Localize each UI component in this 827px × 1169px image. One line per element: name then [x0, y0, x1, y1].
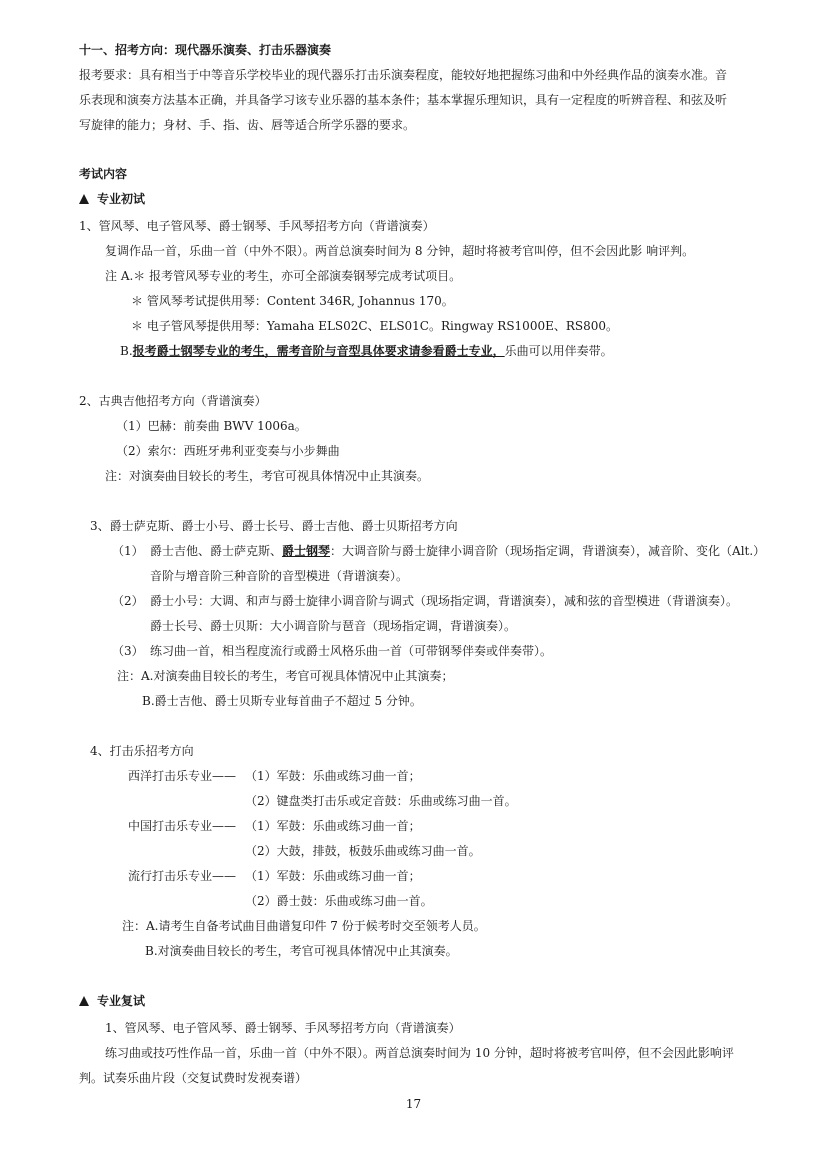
- exam-content-title: 考试内容: [79, 167, 128, 181]
- prelim-s3-item2-num: （2）: [112, 594, 144, 608]
- prelim-s3-item2b: 爵士长号、爵士贝斯：大小调音阶与琶音（现场指定调，背谱演奏）。: [150, 619, 517, 633]
- prelim-s2-item: （1）巴赫：前奏曲 BWV 1006a。: [116, 419, 307, 433]
- prelim-s1-note-a: 注 A.＊ 报考管风琴专业的考生，亦可全部演奏钢琴完成考试项目。: [105, 269, 462, 283]
- prelim-heading: [79, 191, 145, 207]
- note-b-emphasis: 报考爵士钢琴专业的考生，需考音阶与音型具体要求请参看爵士专业，: [132, 344, 505, 358]
- western-percussion-item: （2）键盘类打击乐或定音鼓：乐曲或练习曲一首。: [245, 794, 517, 808]
- retest-heading: [79, 993, 145, 1009]
- prelim-s4-note-a: 注：A.请考生自备考试曲目曲谱复印件 7 份于候考时交至领考人员。: [122, 919, 486, 933]
- prelim-title: 专业初试: [97, 192, 146, 206]
- prelim-s2-item: （2）索尔：西班牙弗利亚变奏与小步舞曲: [116, 444, 340, 458]
- pop-percussion-item: （2）爵士鼓：乐曲或练习曲一首。: [245, 894, 433, 908]
- retest-line: 判。试奏乐曲片段（交复试费时发视奏谱）: [79, 1071, 308, 1085]
- chinese-percussion-label: 中国打击乐专业——: [128, 819, 237, 833]
- pop-percussion-item: （1）军鼓：乐曲或练习曲一首；: [245, 869, 421, 883]
- item1-text-b: ：大调音阶与爵士旋律小调音阶（现场指定调，背谱演奏），减音阶、变化（Alt.）: [330, 544, 766, 558]
- note-b-rest: 乐曲可以用伴奏带。: [504, 344, 613, 358]
- prelim-s1-title: 1、管风琴、电子管风琴、爵士钢琴、手风琴招考方向（背谱演奏）: [79, 219, 435, 233]
- retest-title: 专业复试: [97, 994, 146, 1008]
- prelim-s3-title: 3、爵士萨克斯、爵士小号、爵士长号、爵士吉他、爵士贝斯招考方向: [90, 519, 458, 533]
- prelim-s1-star2: ＊ 电子管风琴提供用琴：Yamaha ELS02C、ELS01C。Ringway RS1000E、RS800。: [131, 319, 619, 333]
- requirement-line: 写旋律的能力；身材、手、指、齿、唇等适合所学乐器的要求。: [79, 118, 416, 132]
- prelim-s3-item3-num: （3）: [112, 644, 144, 658]
- requirement-line: 乐表现和演奏方法基本正确，并具备学习该专业乐器的基本条件；基本掌握乐理知识，具有一定程度的听辨音程、和弦及听: [79, 93, 728, 107]
- triangle-bullet-icon: [79, 996, 89, 1006]
- western-percussion-label: 西洋打击乐专业——: [128, 769, 237, 783]
- prelim-s4-note-b: B.对演奏曲目较长的考生，考官可视具体情况中止其演奏。: [145, 944, 458, 958]
- prelim-s3-item1: [150, 543, 765, 559]
- note-b-prefix: B.: [120, 344, 133, 358]
- western-percussion-item: （1）军鼓：乐曲或练习曲一首；: [245, 769, 421, 783]
- prelim-s2-title: 2、古典吉他招考方向（背谱演奏）: [79, 394, 267, 408]
- triangle-bullet-icon: [79, 194, 89, 204]
- section-heading: 十一、招考方向：现代器乐演奏、打击乐器演奏: [79, 43, 332, 57]
- item1-emphasis: 爵士钢琴: [282, 544, 331, 558]
- prelim-s4-title: 4、打击乐招考方向: [90, 744, 194, 758]
- prelim-s1-star1: ＊ 管风琴考试提供用琴：Content 346R, Johannus 170。: [131, 294, 454, 308]
- prelim-s3-note-b: B.爵士吉他、爵士贝斯专业每首曲子不超过 5 分钟。: [142, 694, 422, 708]
- pop-percussion-label: 流行打击乐专业——: [128, 869, 237, 883]
- requirement-line: 报考要求：具有相当于中等音乐学校毕业的现代器乐打击乐演奏程度，能较好地把握练习曲和中外经典作品的演奏水准。音: [79, 68, 728, 82]
- prelim-s3-item2a: 爵士小号：大调、和声与爵士旋律小调音阶与调式（现场指定调，背谱演奏），减和弦的音型模进（背谱演奏）。: [150, 594, 739, 608]
- prelim-s3-note-a: 注：A.对演奏曲目较长的考生，考官可视具体情况中止其演奏；: [117, 669, 454, 683]
- item1-text-a: 爵士吉他、爵士萨克斯、: [150, 544, 283, 558]
- page-number: 17: [405, 1097, 422, 1111]
- prelim-s1-content: 复调作品一首，乐曲一首（中外不限）。两首总演奏时间为 8 分钟，超时将被考官叫停，但不会因此影 响评判。: [105, 244, 695, 258]
- prelim-s3-item1-num: （1）: [112, 544, 144, 558]
- prelim-s2-note: 注：对演奏曲目较长的考生，考官可视具体情况中止其演奏。: [105, 469, 430, 483]
- retest-s1-title: 1、管风琴、电子管风琴、爵士钢琴、手风琴招考方向（背谱演奏）: [105, 1021, 461, 1035]
- prelim-s3-item1-cont: 音阶与增音阶三种音阶的音型模进（背谱演奏）。: [150, 569, 409, 583]
- chinese-percussion-item: （1）军鼓：乐曲或练习曲一首；: [245, 819, 421, 833]
- chinese-percussion-item: （2）大鼓，排鼓，板鼓乐曲或练习曲一首。: [245, 844, 481, 858]
- prelim-s3-item3: 练习曲一首，相当程度流行或爵士风格乐曲一首（可带钢琴伴奏或伴奏带）。: [150, 644, 553, 658]
- prelim-s1-note-b: [120, 343, 613, 359]
- retest-line: 练习曲或技巧性作品一首，乐曲一首（中外不限）。两首总演奏时间为 10 分钟，超时将被考官叫停，但不会因此影响评: [105, 1046, 734, 1060]
